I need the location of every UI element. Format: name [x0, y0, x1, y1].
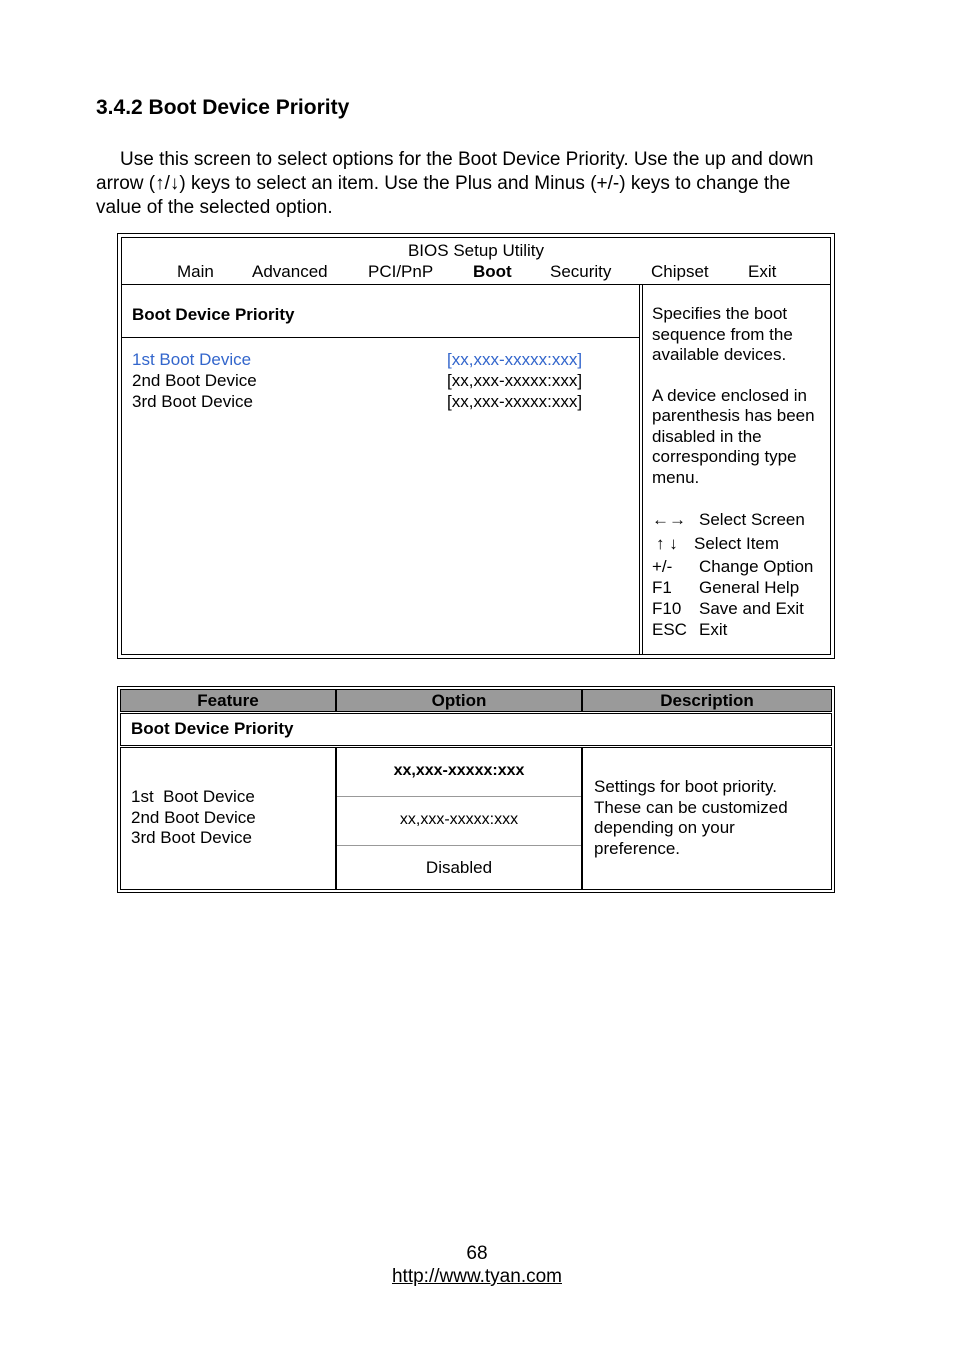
- help-paragraph: Specifies the boot sequence from the available devices.: [652, 304, 793, 364]
- divider: [337, 845, 581, 846]
- footer-url[interactable]: http://www.tyan.com: [391, 1266, 562, 1287]
- menu-security[interactable]: Security: [550, 262, 612, 281]
- help-paragraph: A device enclosed in parenthesis has been disabled in the corresponding type menu.: [652, 385, 815, 487]
- key-description: Exit: [699, 620, 728, 639]
- key-legend-row: [652, 599, 804, 619]
- key-description: Save and Exit: [699, 599, 804, 618]
- up-down-arrow-icon: ↑ ↓: [656, 534, 678, 553]
- up-down-arrows: ↑/↓: [155, 173, 180, 194]
- divider: [122, 284, 830, 285]
- option-list: [336, 747, 582, 890]
- key-label: +/-: [652, 557, 673, 576]
- footer-link[interactable]: [0, 1266, 954, 1288]
- feature-table: [117, 686, 835, 893]
- bios-title: BIOS Setup Utility: [407, 241, 545, 260]
- bios-frame: [121, 237, 831, 655]
- row-3rd-boot-device[interactable]: 3rd Boot Device: [132, 392, 253, 411]
- key-legend-row: [652, 534, 780, 554]
- menu-exit[interactable]: Exit: [748, 262, 777, 281]
- header-feature: Feature: [120, 689, 336, 712]
- header-description: Description: [582, 689, 832, 712]
- option-item: xx,xxx-xxxxx:xxx: [399, 811, 519, 828]
- row-2nd-boot-device[interactable]: 2nd Boot Device: [132, 371, 257, 390]
- menu-chipset[interactable]: Chipset: [651, 262, 709, 281]
- key-description: Change Option: [699, 557, 814, 576]
- feature-item: 1st Boot Device: [131, 787, 255, 806]
- divider: [337, 796, 581, 797]
- divider: [642, 284, 643, 654]
- intro-text-2: ) keys to select an item. Use the Plus and Minus (+/-) keys to change the value of the selected option.: [96, 173, 791, 218]
- key-description: General Help: [699, 578, 800, 597]
- value-1st-boot-device[interactable]: [xx,xxx-xxxxx:xxx]: [447, 350, 583, 369]
- intro-text-1: Use this screen to select options for the Boot Device Priority. Use the up and down arrow (: [96, 149, 814, 194]
- description-cell: Settings for boot priority. These can be customized depending on your preference.: [582, 747, 832, 890]
- option-item: xx,xxx-xxxxx:xxx: [393, 762, 525, 779]
- left-right-arrow-icon: ←→: [652, 510, 686, 529]
- key-label: F10: [652, 599, 682, 618]
- menu-advanced[interactable]: Advanced: [252, 262, 328, 281]
- key-description: Select Screen: [699, 510, 805, 529]
- menu-pcipnp[interactable]: PCI/PnP: [368, 262, 434, 281]
- key-legend-row: [652, 510, 805, 530]
- key-label: F1: [652, 578, 672, 597]
- feature-item: 2nd Boot Device: [131, 807, 256, 827]
- help-text: [652, 304, 837, 488]
- divider: [122, 337, 639, 338]
- option-item: Disabled: [425, 858, 493, 877]
- divider: [639, 284, 640, 654]
- key-legend-row: [652, 620, 728, 640]
- feature-list: [120, 747, 336, 890]
- table-section-title: Boot Device Priority: [120, 713, 832, 746]
- key-legend-row: [652, 578, 800, 598]
- bios-screen: [117, 233, 835, 659]
- key-label: ESC: [652, 620, 687, 639]
- menu-boot[interactable]: Boot: [473, 262, 512, 281]
- section-heading: 3.4.2 Boot Device Priority: [96, 96, 350, 119]
- value-3rd-boot-device[interactable]: [xx,xxx-xxxxx:xxx]: [447, 392, 583, 411]
- header-option: Option: [336, 689, 582, 712]
- value-2nd-boot-device[interactable]: [xx,xxx-xxxxx:xxx]: [447, 371, 583, 390]
- page-number: 68: [466, 1243, 488, 1264]
- feature-item: 3rd Boot Device: [131, 828, 252, 847]
- row-1st-boot-device[interactable]: 1st Boot Device: [132, 350, 252, 369]
- menu-main[interactable]: Main: [177, 262, 214, 281]
- bios-section-title: Boot Device Priority: [132, 305, 295, 324]
- intro-paragraph: [96, 148, 836, 220]
- key-description: Select Item: [694, 534, 780, 553]
- key-legend-row: [652, 557, 814, 577]
